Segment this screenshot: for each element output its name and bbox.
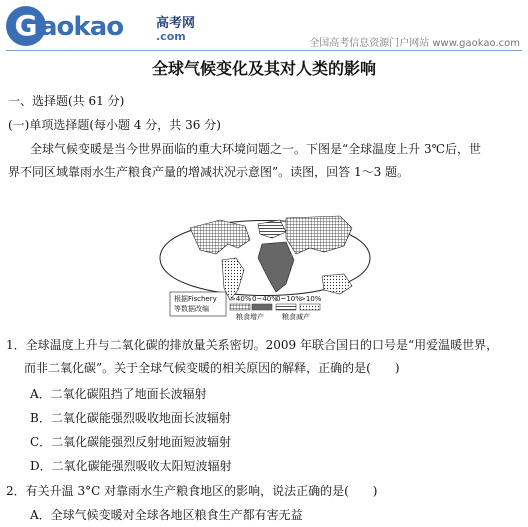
legend-swatch-4 bbox=[300, 304, 320, 310]
legend-item-4: >10% bbox=[300, 295, 322, 303]
legend-increase-label: 粮食增产 bbox=[236, 313, 264, 321]
question-2-option-a: A．全球气候变暖对全球各地区粮食生产都有害无益 bbox=[30, 508, 303, 522]
header-divider bbox=[6, 50, 522, 51]
document-title: 全球气候变化及其对人类的影响 bbox=[151, 59, 376, 78]
logo-wordmark[interactable]: aokao bbox=[40, 12, 124, 42]
legend-source-line-2: 等数据改编 bbox=[174, 305, 209, 313]
logo-chinese-name: 高考网 bbox=[156, 16, 196, 31]
question-2-line-1: 2．有关升温 3°C 对靠雨水生产粮食地区的影响，说法正确的是( ) bbox=[6, 484, 378, 498]
legend-decrease-label: 粮食减产 bbox=[282, 313, 310, 321]
question-1-option-d: D．二氧化碳能强烈吸收太阳短波辐射 bbox=[30, 459, 232, 473]
logo-domain: .com bbox=[156, 30, 186, 43]
legend-item-1: >40% bbox=[230, 295, 252, 303]
site-tagline: 全国高考信息资源门户网站 www.gaokao.com bbox=[309, 38, 520, 49]
intro-line-1: 全球气候变暖是当今世界面临的重大环境问题之一。下图是“全球温度上升 3℃后，世 bbox=[30, 142, 482, 156]
question-1-option-c: C．二氧化碳能强烈反射地面短波辐射 bbox=[30, 435, 232, 449]
legend-swatch-2 bbox=[252, 304, 272, 310]
legend-swatch-3 bbox=[276, 304, 296, 310]
legend-item-3: 0~10% bbox=[276, 295, 302, 303]
question-1-line-1: 1．全球温度上升与二氧化碳的排放量关系密切。2009 年联合国日的口号是“用爱温暖世界， bbox=[6, 338, 499, 352]
question-1-line-2: 而非二氧化碳”。关于全球气候变暖的相关原因的解释，正确的是( ) bbox=[24, 361, 400, 375]
section-heading: 一、选择题(共 61 分) bbox=[8, 94, 125, 108]
legend-swatch-1 bbox=[230, 304, 250, 310]
legend-item-2: 0~40% bbox=[252, 295, 278, 303]
question-1-option-b: B．二氧化碳能强烈吸收地面长波辐射 bbox=[30, 411, 231, 425]
legend-source-line-1: 根据Fischery bbox=[174, 295, 217, 303]
logo-mark[interactable]: G bbox=[6, 6, 46, 46]
world-map-figure bbox=[140, 188, 390, 328]
subsection-heading: (一)单项选择题(每小题 4 分，共 36 分) bbox=[8, 118, 221, 132]
question-1-option-a: A．二氧化碳阻挡了地面长波辐射 bbox=[30, 387, 207, 401]
intro-line-2: 界不同区域靠雨水生产粮食产量的增减状况示意图”。读图，回答 1～3 题。 bbox=[8, 165, 410, 179]
site-header bbox=[0, 0, 528, 52]
